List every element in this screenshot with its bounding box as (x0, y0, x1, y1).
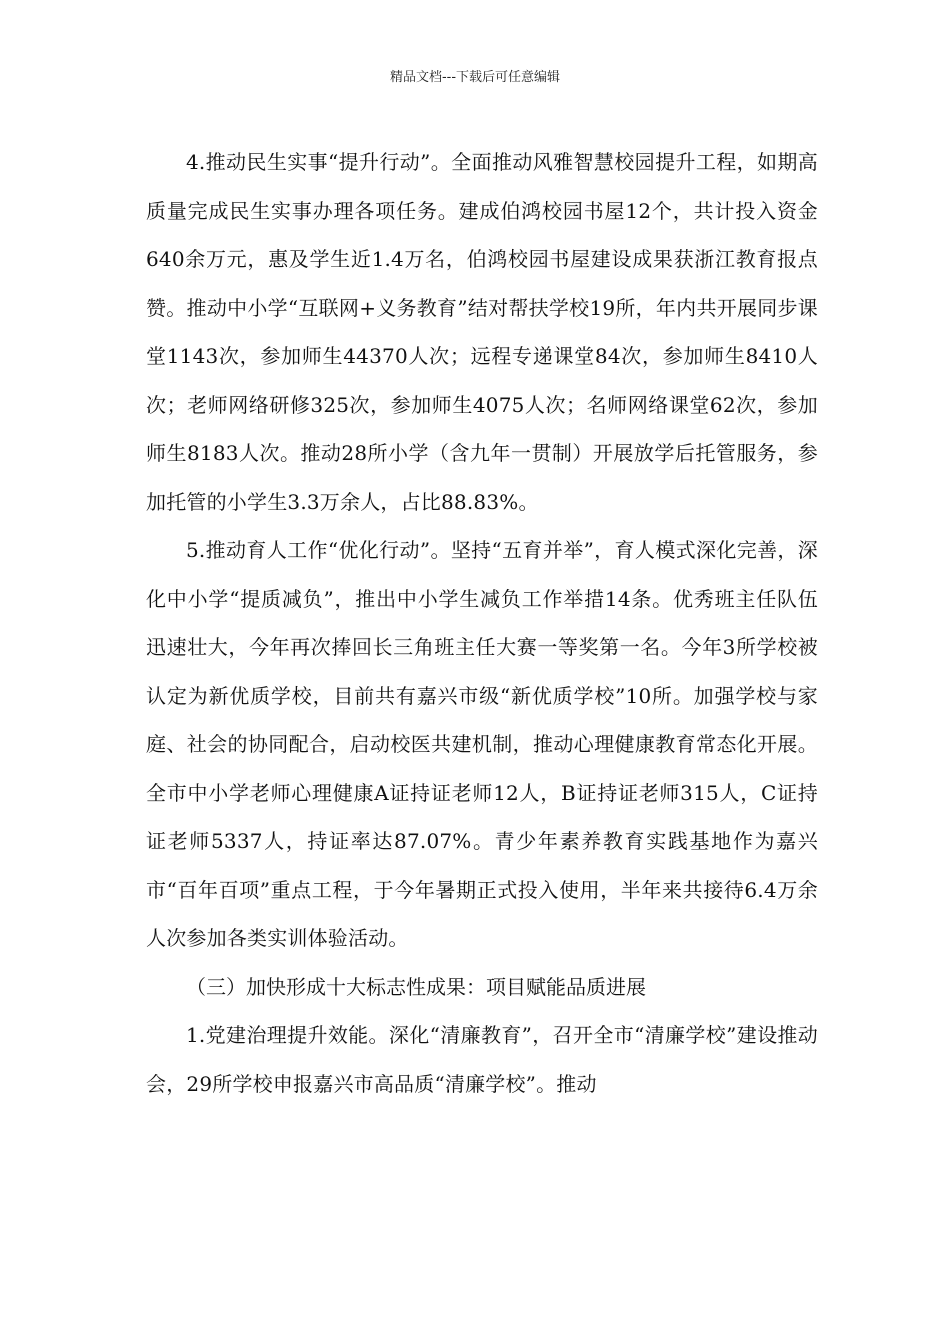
section-heading: （三）加快形成十大标志性成果：项目赋能品质进展 (186, 974, 646, 999)
document-body (146, 138, 818, 1108)
page-header: 精品文档---下载后可任意编辑 (389, 70, 561, 85)
paragraph-education-optimization: 5.推动育人工作“优化行动”。坚持“五育并举”，育人模式深化完善，深化中小学“提质减负”，推出中小学生减负工作举措14条。优秀班主任队伍迅速壮大，今年再次捧回长三角班主任大赛一等奖第一名。今年3所学校被认定为新优质学校，目前共有嘉兴市级“新优质学校”10所。加强学校与家庭、社会的协同配合，启动校医共建机制，推动心理健康教育常态化开展。全市中小学老师心理健康A证持证老师12人，B证持证老师315人，C证持证老师5337人，持证率达87.07%。青少年素养教育实践基地作为嘉兴市“百年百项”重点工程，于今年暑期正式投入使用，半年来共接待6.4万余人次参加各类实训体验活动。 (146, 538, 818, 950)
paragraph-party-governance: 1.党建治理提升效能。深化“清廉教育”，召开全市“清廉学校”建设推动会，29所学校申报嘉兴市高品质“清廉学校”。推动 (146, 1023, 818, 1096)
paragraph-livelihood-projects: 4.推动民生实事“提升行动”。全面推动风雅智慧校园提升工程，如期高质量完成民生实事办理各项任务。建成伯鸿校园书屋12个，共计投入资金640余万元，惠及学生近1.4万名，伯鸿校园书屋建设成果获浙江教育报点赞。推动中小学“互联网+义务教育”结对帮扶学校19所，年内共开展同步课堂1143次，参加师生44370人次；远程专递课堂84次，参加师生8410人次；老师网络研修325次，参加师生4075人次；名师网络课堂62次，参加师生8183人次。推动28所小学（含九年一贯制）开展放学后托管服务，参加托管的小学生3.3万余人，占比88.83%。 (146, 150, 818, 514)
